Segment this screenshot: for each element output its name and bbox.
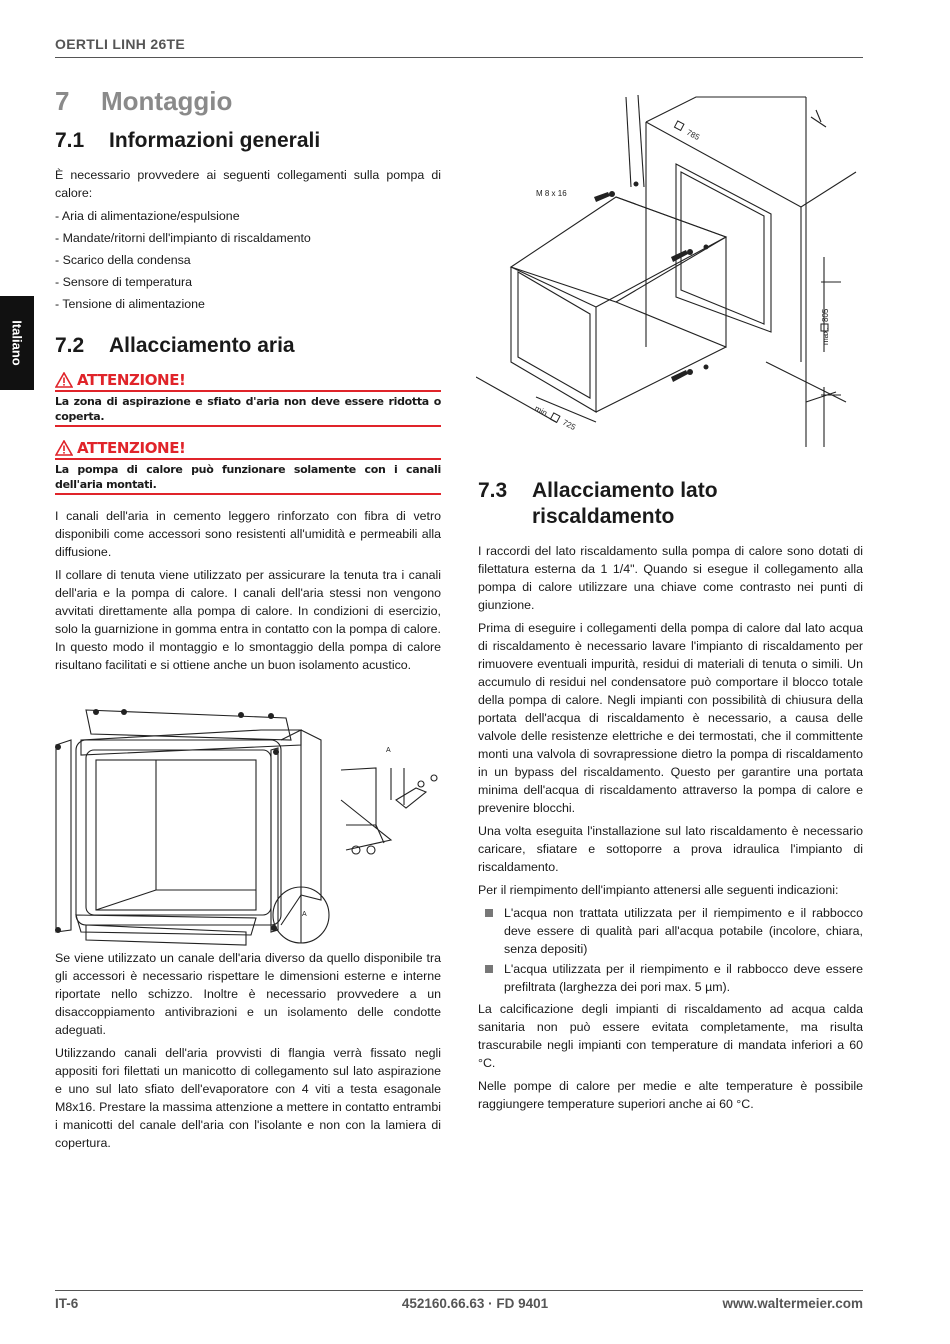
warning-rule [55,390,441,392]
warning-rule [55,493,441,495]
paragraph: I raccordi del lato riscaldamento sulla pompa di calore sono dotati di filettatura esterna da 1 1/4". Quando si esegue il collegamento alla pompa di calore utilizzare una chiave come contrasto nei punti di giunzione. [478,544,863,612]
paragraph: I canali dell'aria in cemento leggero rinforzato con fibra di vetro disponibili come accessori sono resistenti all'umidità e permeabili alla diffusione. [55,509,441,559]
language-tab [0,296,34,390]
dimension-label: 785 [685,127,702,143]
section-number: 7.2 [55,334,85,357]
language-tab-label: Italiano [9,320,25,366]
chapter-number: 7 [55,86,70,116]
footer-rule [55,1290,863,1291]
list-item: - Mandate/ritorni dell'impianto di riscaldamento [55,231,311,245]
square-dimension-icon [674,121,683,130]
list-item: - Aria di alimentazione/espulsione [55,209,240,223]
warning-rule [55,458,441,460]
page-number: IT-6 [55,1296,79,1311]
header-title: OERTLI LINH 26TE [55,36,186,52]
section-title: Informazioni generali [109,129,321,152]
paragraph: Prima di eseguire i collegamenti della pompa di calore dal lato acqua di riscaldamento è necessario lavare l'impianto di riscaldamento per rimuovere eventuali impurità, residui di materiali di tenuta o simili. Un accumulo di residui nel condensatore può comportare il blocco totale della pompa di calore. Negli impianti con possibilità di chiusura della portata dell'acqua di riscaldamento è necessario, a causa delle valvole delle resistenze elettriche e dei termostati, che il committente monti una valvola di sovrapressione dietro la pompa di riscaldamento in un bypass del riscaldamento. Questo per garantire una portata minima dell'acqua di riscaldamento attraverso la pompa di calore e prevenire blocchi. [478,621,863,815]
right-column [478,478,863,1118]
section-title: Allacciamento lato riscaldamento [532,479,718,528]
warning-rule [55,425,441,427]
paragraph: Utilizzando canali dell'aria provvisti di flangia verrà fissato negli appositi fori filettati un manicotto di collegamento sul lato aspirazione e uno sul lato sfiato dell'evaporatore con 4 viti a testa esagonale M8x16. Prestare la massima attenzione a mettere in contatto entrambi i manicotti del canale dell'aria con l'isolante e non con la lamiera di copertura. [55,1046,441,1150]
warning-title: ATTENZIONE! [55,371,441,389]
bullet-item: L'acqua utilizzata per il riempimento e il rabbocco deve essere prefiltrata (larghezza dei pori max. 5 µm). [478,960,863,996]
chapter-heading [55,86,441,116]
list-item: - Sensore di temperatura [55,275,193,289]
paragraph: Il collare di tenuta viene utilizzato per assicurare la tenuta tra i canali dell'aria e la pompa di calore. I canali dell'aria stessi non vengono avvitati direttamente alla pompa di calore. In condizioni di esercizio, solo la guarnizione in gomma entra in contatto con la pompa di calore. In questo modo il montaggio e lo smontaggio della pompa di calore risultano facilitati e si ottiene anche un buon isolamento acustico. [55,568,441,672]
left-column [55,86,441,1157]
paragraph: È necessario provvedere ai seguenti collegamenti sulla pompa di calore: [55,168,441,200]
warning-triangle-icon [55,440,73,456]
dimension-label: 725 [561,417,578,433]
dimension-label: max. [821,327,830,345]
warning-triangle-icon [55,372,73,388]
dimension-label: min. [533,403,551,419]
section-7-2-heading [55,333,441,359]
warning-text: La zona di aspirazione e sfiato d'aria non deve essere ridotta o coperta. [55,395,441,423]
paragraph: Nelle pompe di calore per medie e alte temperature è possibile raggiungere temperature superiori anche ai 60 °C. [478,1079,863,1111]
bullet-square-icon [485,909,493,917]
dimension-label: 805 [821,308,830,322]
section-number: 7.3 [478,479,508,502]
document-code: 452160.66.63 · FD 9401 [401,1296,549,1311]
figure-label-a: A [302,911,307,918]
air-duct-collar-figure [46,700,446,955]
section-title: Allacciamento aria [109,334,295,357]
header-rule [55,57,863,58]
bullet-item: L'acqua non trattata utilizzata per il riempimento e il rabbocco deve essere di qualità pari all'acqua potabile (incolore, chiara, senza depositi) [478,904,863,958]
paragraph: La calcificazione degli impianti di riscaldamento ad acqua calda sanitaria non può essere evitata completamente, ma risulta trascurabile negli impianti con temperature di mandata inferiori a 60 °C. [478,1002,863,1070]
section-number: 7.1 [55,129,85,152]
section-7-1-heading [55,128,441,154]
paragraph: Una volta eseguita l'installazione sul lato riscaldamento è necessario caricare, sfiatare e sottoporre a prova idraulica l'impianto di riscaldamento. [478,824,863,874]
section-7-3-heading [478,478,863,530]
warning-box [55,439,441,495]
website-link[interactable]: www.waltermeier.com [722,1296,863,1311]
list-item: - Scarico della condensa [55,253,191,267]
figure-label-a: A [386,747,391,754]
warning-title: ATTENZIONE! [55,439,441,457]
warning-box [55,371,441,427]
paragraph: Se viene utilizzato un canale dell'aria diverso da quello disponibile tra gli accessori è necessario rispettare le dimensioni esterne e interne riportate nello schizzo. Inoltre è necessario provvedere a un disaccoppiamento antivibrazioni e un isolamento delle condotte adeguati. [55,951,441,1037]
screw-label: M 8 x 16 [536,189,567,198]
bullet-list [478,904,863,996]
chapter-title: Montaggio [101,86,233,116]
list-item: - Tensione di alimentazione [55,297,205,311]
paragraph: Per il riempimento dell'impianto attenersi alle seguenti indicazioni: [478,883,839,897]
warning-text: La pompa di calore può funzionare solamente con i canali dell'aria montati. [55,463,441,491]
wall-duct-figure [476,92,866,452]
bullet-square-icon [485,965,493,973]
